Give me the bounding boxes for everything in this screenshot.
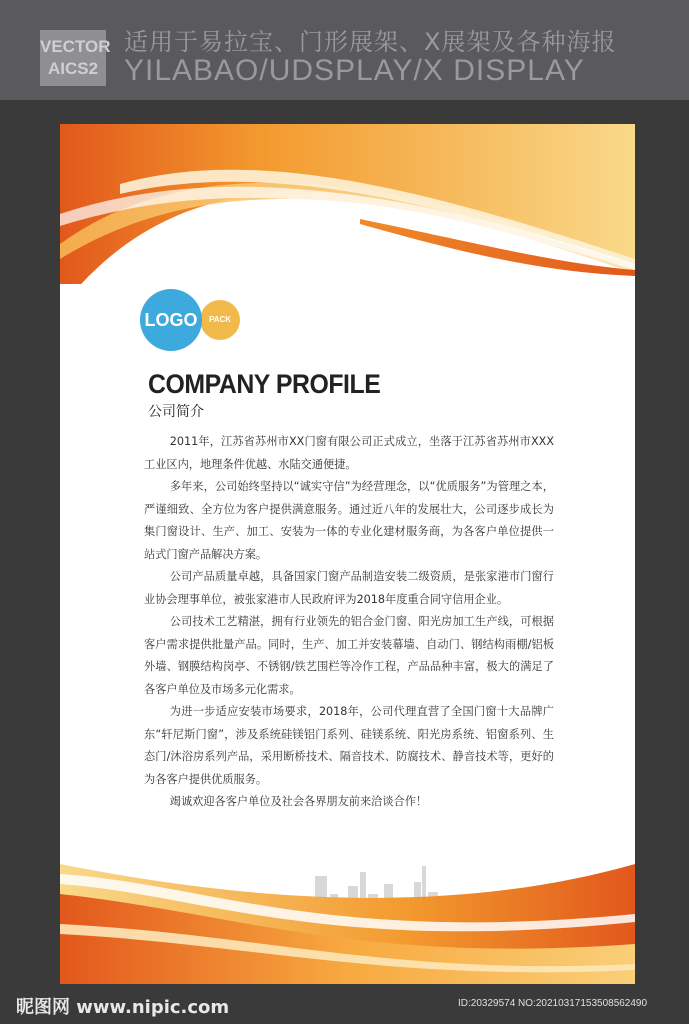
badge-line-1: VECTOR bbox=[40, 37, 111, 56]
top-wave-graphic bbox=[60, 124, 635, 284]
bottom-wave-graphic bbox=[60, 864, 635, 984]
paragraph: 多年来，公司始终坚持以“诚实守信”为经营理念，以“优质服务”为管理之本，严谨细致、全方位为客户提供满意服务。通过近八年的发展壮大，公司逐步成长为集门窗设计、生产、加工、安装为一体的专业化建材服务商，为各客户单位提供一站式门窗产品解决方案。 bbox=[144, 480, 554, 561]
paragraph: 公司技术工艺精湛，拥有行业领先的铝合金门窗、阳光房加工生产线，可根据客户需求提供批量产品。同时，生产、加工并安装幕墙、自动门、钢结构雨棚/铝板外墙、钢膜结构岗亭、不锈钢/铁艺围栏等冷作工程，产品品种丰富，极大的满足了各客户单位及市场多元化需求。 bbox=[144, 615, 554, 696]
footer-site-name: 昵图网 www.nipic.com bbox=[16, 997, 230, 1018]
profile-body bbox=[144, 431, 554, 814]
paragraph: 2011年，江苏省苏州市XX门窗有限公司正式成立，坐落于江苏省苏州市XXX工业区内，地理条件优越、水陆交通便捷。 bbox=[144, 435, 554, 471]
banner-title-cn: 适用于易拉宝、门形展架、X展架及各种海报 bbox=[124, 28, 617, 56]
banner-title-en: YILABAO/UDSPLAY/X DISPLAY bbox=[124, 54, 585, 87]
badge-line-2: AICS2 bbox=[47, 59, 99, 78]
paragraph: 公司产品质量卓越，具备国家门窗产品制造安装二级资质，是张家港市门窗行业协会理事单位，被张家港市人民政府评为2018年度重合同守信用企业。 bbox=[144, 570, 554, 606]
footer-image-id: ID:20329574 NO:20210317153508562490 bbox=[458, 998, 648, 1009]
paragraph: 为进一步适应安装市场要求，2018年，公司代理直营了全国门窗十大品牌广东“轩尼斯门窗”，涉及系统硅镁铝门系列、硅镁系统、阳光房系统、铝窗系列、生态门/沐浴房系列产品，采用断桥技术、隔音技术、防腐技术、静音技术等，更好的为各客户提供优质服务。 bbox=[144, 705, 554, 786]
vector-badge bbox=[40, 30, 111, 86]
profile-subtitle: 公司简介 bbox=[148, 404, 204, 420]
profile-title: COMPANY PROFILE bbox=[148, 369, 381, 399]
poster bbox=[60, 124, 635, 984]
logo-pack-circle: PACK bbox=[200, 300, 240, 340]
logo-main-circle: LOGO bbox=[140, 289, 202, 351]
paragraph: 竭诚欢迎各客户单位及社会各界朋友前来洽谈合作！ bbox=[169, 795, 428, 808]
top-banner bbox=[0, 0, 689, 100]
